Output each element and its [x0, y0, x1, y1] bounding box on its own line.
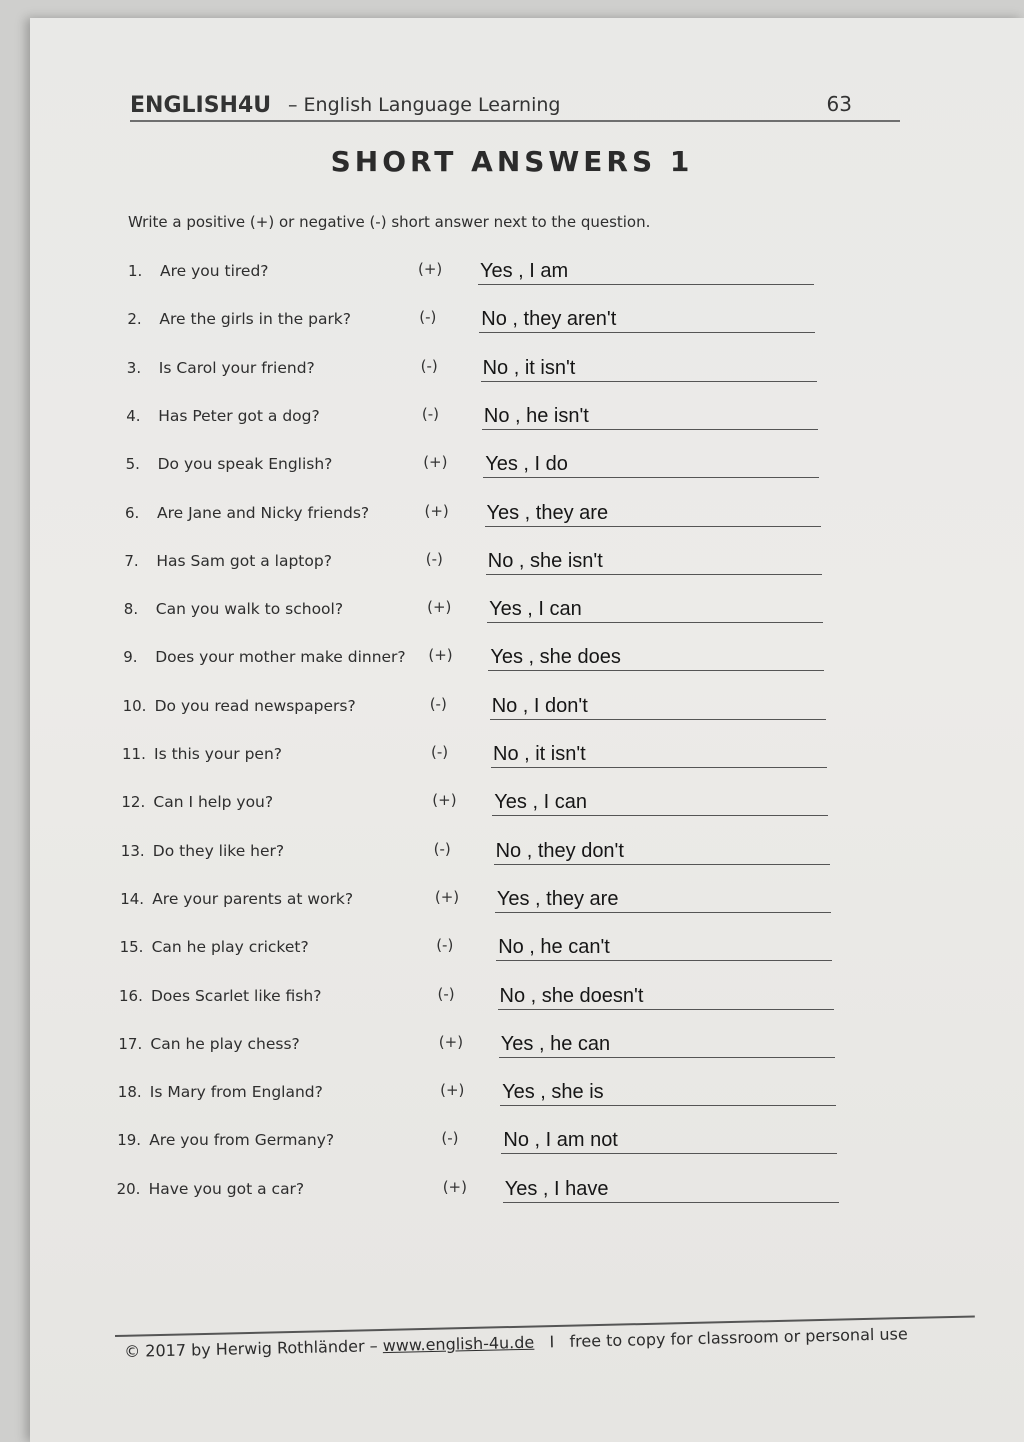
question-text: Has Peter got a dog? [158, 406, 320, 425]
question-text: Is Mary from England? [149, 1083, 323, 1102]
question-text: Are you from Germany? [149, 1131, 335, 1150]
answer-line[interactable] [498, 983, 834, 1010]
footer-copyright: © 2017 by Herwig Rothländer – [124, 1336, 378, 1361]
question-row [119, 983, 879, 1013]
question-text: Can he play chess? [150, 1034, 300, 1053]
question-number: 9. [123, 648, 138, 667]
answer-text: No , they aren't [481, 308, 617, 331]
answer-sign: (+) [427, 598, 452, 617]
answer-line[interactable] [479, 306, 815, 333]
answer-sign: (+) [442, 1177, 467, 1196]
answer-line[interactable] [488, 644, 824, 671]
question-text: Do you speak English? [157, 455, 333, 474]
worksheet-title: SHORT ANSWERS 1 [330, 145, 694, 178]
question-row [118, 1031, 878, 1061]
question-number: 19. [117, 1131, 142, 1150]
question-row [120, 886, 880, 916]
answer-sign: (-) [441, 1129, 459, 1148]
answer-line[interactable] [478, 258, 814, 285]
footer-separator: I [549, 1332, 555, 1352]
answer-text: No , she doesn't [499, 984, 644, 1007]
question-text: Can he play cricket? [151, 938, 309, 957]
answer-text: No , it isn't [493, 743, 586, 765]
question-row [120, 934, 880, 964]
answer-sign: (+) [434, 887, 460, 906]
answer-text: No , it isn't [482, 356, 576, 379]
question-row [123, 644, 883, 674]
answer-sign: (+) [423, 453, 448, 472]
answer-line[interactable] [503, 1176, 839, 1203]
answer-text: No , I don't [491, 694, 588, 717]
question-number: 12. [121, 793, 146, 812]
footer-link[interactable]: www.english-4u.de [382, 1332, 535, 1356]
answer-line[interactable] [490, 693, 826, 720]
question-row [124, 596, 884, 626]
question-text: Do you read newspapers? [154, 696, 356, 715]
answer-line[interactable] [482, 403, 818, 430]
answer-text: No , he can't [498, 936, 610, 959]
answer-sign: (-) [431, 743, 449, 761]
answer-line[interactable] [492, 789, 828, 816]
answer-sign: (-) [419, 308, 437, 327]
question-row [127, 306, 887, 336]
answer-text: No , they don't [495, 839, 624, 862]
question-number: 13. [120, 841, 145, 860]
question-text: Are you tired? [160, 262, 269, 280]
question-number: 3. [126, 358, 142, 377]
answer-text: Yes , I do [485, 453, 568, 476]
answer-sign: (+) [428, 646, 453, 665]
question-number: 14. [120, 889, 145, 908]
question-text: Has Sam got a laptop? [156, 551, 332, 570]
question-number: 16. [119, 986, 143, 1005]
question-row [126, 451, 886, 481]
answer-sign: (+) [438, 1032, 464, 1051]
brand-subtitle: – English Language Learning [288, 94, 561, 116]
answer-line[interactable] [486, 548, 822, 575]
question-row [121, 789, 881, 819]
answer-text: No , he isn't [483, 404, 589, 427]
answer-line[interactable] [481, 355, 817, 382]
page-header [130, 90, 900, 122]
answer-text: Yes , she is [502, 1081, 604, 1104]
question-text: Does Scarlet like fish? [151, 986, 322, 1005]
page-number: 63 [826, 92, 852, 116]
answer-text: Yes , I can [494, 791, 587, 814]
answer-text: Yes , he can [500, 1032, 611, 1055]
question-number: 5. [125, 455, 140, 474]
answer-line[interactable] [499, 1031, 835, 1058]
question-number: 1. [128, 262, 143, 280]
answer-line[interactable] [501, 1127, 837, 1154]
answer-line[interactable] [487, 596, 823, 623]
answer-sign: (-) [425, 549, 443, 568]
question-row [117, 1176, 877, 1206]
answer-sign: (+) [418, 260, 443, 278]
question-row [128, 258, 888, 288]
question-number: 8. [123, 600, 139, 619]
question-row [118, 1079, 878, 1109]
question-text: Are your parents at work? [152, 889, 354, 908]
answer-sign: (-) [437, 984, 455, 1003]
question-number: 18. [117, 1083, 142, 1102]
answer-text: Yes , they are [496, 887, 619, 910]
answer-text: Yes , they are [486, 501, 609, 524]
question-number: 2. [127, 310, 142, 329]
question-number: 6. [125, 503, 140, 522]
answer-line[interactable] [483, 451, 819, 478]
answer-sign: (+) [432, 791, 457, 810]
brand-name: ENGLISH4U [130, 93, 272, 118]
question-row [123, 693, 883, 723]
question-number: 17. [118, 1034, 143, 1053]
answer-text: Yes , I have [504, 1177, 609, 1200]
question-row [126, 403, 886, 433]
question-text: Are the girls in the park? [159, 310, 352, 329]
question-text: Is this your pen? [154, 745, 282, 763]
question-number: 15. [119, 938, 144, 957]
answer-text: Yes , she does [490, 646, 621, 669]
footer-note: free to copy for classroom or personal use [569, 1324, 908, 1351]
answer-sign: (+) [440, 1081, 465, 1100]
question-number: 4. [126, 406, 141, 425]
answer-line[interactable] [494, 838, 830, 865]
answer-text: Yes , I am [480, 260, 569, 282]
instruction-text: Write a positive (+) or negative (-) short answer next to the question. [128, 213, 651, 231]
question-number: 10. [122, 696, 147, 715]
answer-line[interactable] [491, 741, 827, 768]
question-number: 20. [116, 1179, 141, 1198]
answer-sign: (-) [420, 356, 438, 375]
answer-line[interactable] [485, 500, 821, 527]
answer-line[interactable] [496, 934, 832, 961]
question-row [127, 355, 887, 385]
worksheet-page [30, 18, 1024, 1442]
question-number: 7. [124, 551, 139, 570]
answer-text: Yes , I can [489, 598, 582, 621]
answer-sign: (-) [421, 404, 439, 423]
question-text: Can you walk to school? [155, 600, 344, 619]
answer-sign: (-) [429, 694, 447, 713]
question-number: 11. [122, 745, 146, 763]
answer-sign: (+) [424, 501, 449, 520]
question-text: Does your mother make dinner? [155, 648, 406, 667]
question-row [124, 548, 884, 578]
answer-text: No , I am not [503, 1129, 618, 1152]
question-text: Can I help you? [153, 793, 274, 812]
question-text: Are Jane and Nicky friends? [157, 503, 370, 522]
answer-text: No , she isn't [487, 549, 603, 572]
question-text: Is Carol your friend? [158, 358, 315, 377]
answer-sign: (-) [433, 839, 451, 858]
question-row [117, 1127, 877, 1157]
answer-sign: (-) [436, 936, 454, 955]
answer-line[interactable] [495, 886, 831, 913]
question-text: Do they like her? [152, 841, 285, 860]
answer-line[interactable] [500, 1079, 836, 1106]
question-row [125, 500, 885, 530]
question-row [122, 741, 882, 771]
question-text: Have you got a car? [148, 1179, 305, 1198]
question-row [121, 838, 881, 868]
